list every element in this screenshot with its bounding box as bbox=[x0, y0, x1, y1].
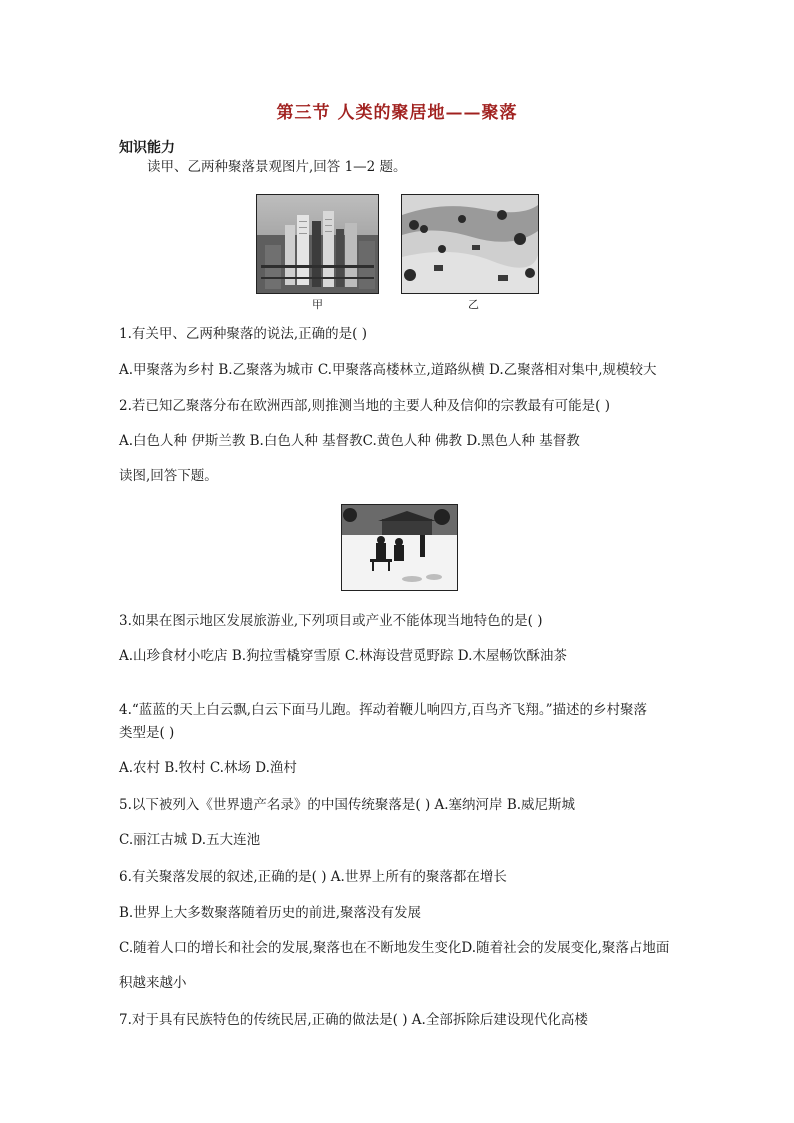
city-photo bbox=[256, 194, 379, 294]
question-7: 7.对于具有民族特色的传统民居,正确的做法是( ) A.全部拆除后建设现代化高楼 bbox=[119, 1012, 588, 1028]
read-figure-text: 读图,回答下题。 bbox=[119, 468, 218, 484]
question-3: 3.如果在图示地区发展旅游业,下列项目或产业不能体现当地特色的是( ) bbox=[119, 613, 543, 629]
snow-scene-photo bbox=[341, 504, 458, 591]
question-4-options: A.农村 B.牧村 C.林场 D.渔村 bbox=[119, 760, 297, 776]
question-2: 2.若已知乙聚落分布在欧洲西部,则推测当地的主要人种及信仰的宗教最有可能是( ) bbox=[119, 398, 610, 414]
question-6-option-c: C.随着人口的增长和社会的发展,聚落也在不断地发生变化D.随着社会的发展变化,聚落占地面 bbox=[119, 940, 670, 956]
question-1-options: A.甲聚落为乡村 B.乙聚落为城市 C.甲聚落高楼林立,道路纵横 D.乙聚落相对集中,规模较大 bbox=[119, 362, 657, 378]
intro-text: 读甲、乙两种聚落景观图片,回答 1—2 题。 bbox=[147, 159, 407, 175]
question-4: 4.“蓝蓝的天上白云飘,白云下面马儿跑。挥动着鞭儿响四方,百鸟齐飞翔。”描述的乡村聚落 bbox=[119, 702, 648, 718]
question-1: 1.有关甲、乙两种聚落的说法,正确的是( ) bbox=[119, 326, 367, 342]
question-2-options: A.白色人种 伊斯兰教 B.白色人种 基督教C.黄色人种 佛教 D.黑色人种 基督教 bbox=[119, 433, 580, 449]
section-heading: 知识能力 bbox=[119, 140, 175, 156]
question-6-option-b: B.世界上大多数聚落随着历史的前进,聚落没有发展 bbox=[119, 905, 422, 921]
question-4-continued: 类型是( ) bbox=[119, 725, 175, 741]
caption-jia: 甲 bbox=[312, 298, 323, 311]
question-6: 6.有关聚落发展的叙述,正确的是( ) A.世界上所有的聚落都在增长 bbox=[119, 869, 507, 885]
rural-photo bbox=[401, 194, 539, 294]
question-6-option-d-continued: 积越来越小 bbox=[119, 975, 187, 991]
question-3-options: A.山珍食材小吃店 B.狗拉雪橇穿雪原 C.林海设营觅野踪 D.木屋畅饮酥油茶 bbox=[119, 648, 567, 664]
question-5: 5.以下被列入《世界遗产名录》的中国传统聚落是( ) A.塞纳河岸 B.威尼斯城 bbox=[119, 797, 576, 813]
question-5-options: C.丽江古城 D.五大连池 bbox=[119, 832, 261, 848]
page-title: 第三节 人类的聚居地——聚落 bbox=[276, 103, 518, 123]
caption-yi: 乙 bbox=[468, 298, 479, 311]
